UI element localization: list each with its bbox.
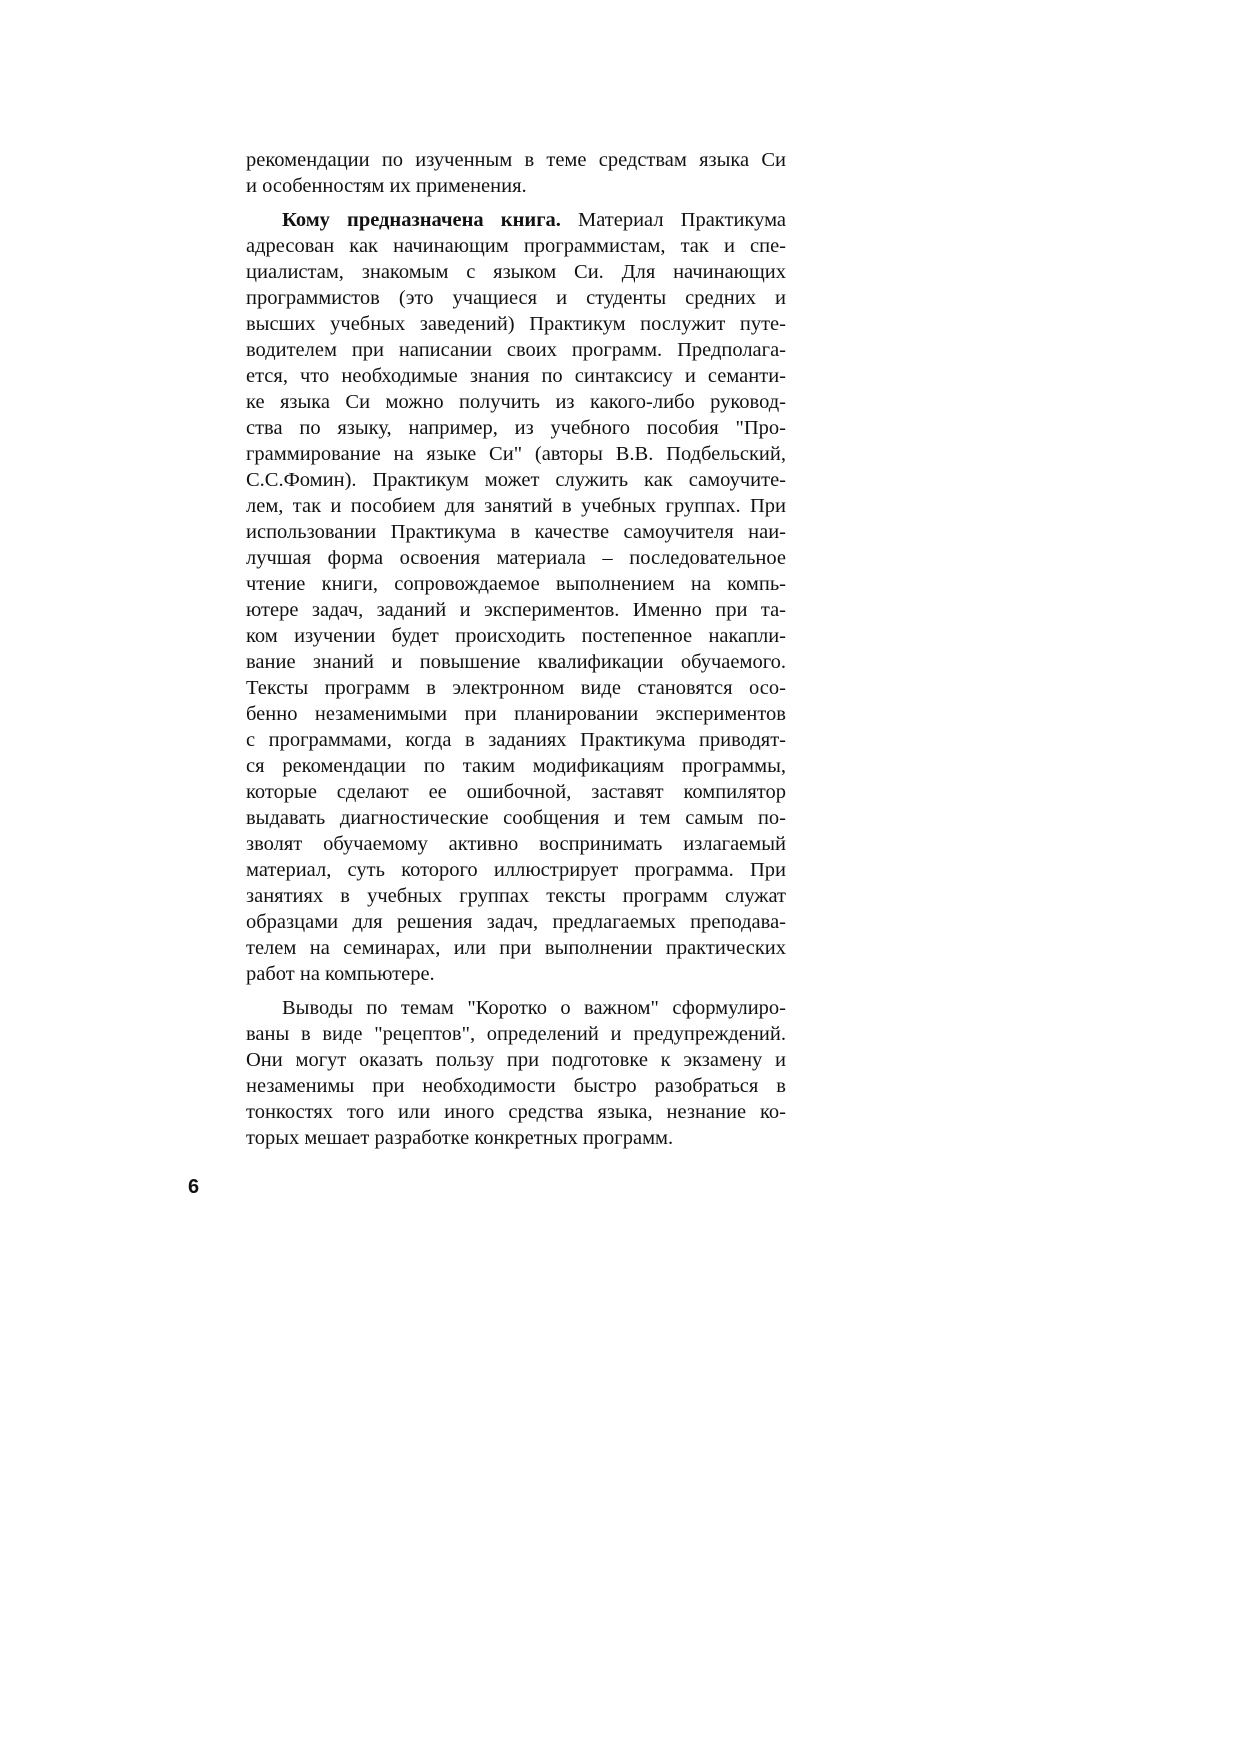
- paragraph-line: ке языка Си можно получить из какого-либо руковод-: [246, 391, 786, 413]
- paragraph-line: работ на компьютере.: [246, 963, 435, 985]
- paragraph-line: Они могут оказать пользу при подготовке к экзамену и: [246, 1049, 786, 1071]
- paragraph-line: незаменимы при необходимости быстро разобраться в: [246, 1075, 786, 1097]
- paragraph-line: рекомендации по изученным в теме средствам языка Си: [246, 149, 786, 171]
- paragraph-lead-heading: Кому предназначена книга.: [282, 209, 561, 231]
- paragraph-line: выдавать диагностические сообщения и тем самым по-: [246, 807, 786, 829]
- paragraph-line: которые сделают ее ошибочной, заставят компилятор: [246, 781, 786, 803]
- paragraph-line: телем на семинарах, или при выполнении практических: [246, 937, 786, 959]
- paragraph-first-line: Выводы по темам "Коротко о важном" сформулиро-: [282, 997, 786, 1019]
- paragraph-line: с программами, когда в заданиях Практикума приводят-: [246, 729, 786, 751]
- paragraph-line: использовании Практикума в качестве самоучителя наи-: [246, 521, 786, 543]
- paragraph-line: адресован как начинающим программистам, так и спе-: [246, 235, 786, 257]
- paragraph-line: граммирование на языке Си" (авторы В.В. Подбельский,: [246, 443, 786, 465]
- paragraph-line: ется, что необходимые знания по синтаксису и семанти-: [246, 365, 786, 387]
- paragraph-line: ютере задач, заданий и экспериментов. Именно при та-: [246, 599, 786, 621]
- paragraph-line: материал, суть которого иллюстрирует программа. При: [246, 859, 786, 881]
- paragraph-line: Тексты программ в электронном виде становятся осо-: [246, 677, 786, 699]
- paragraph-line: высших учебных заведений) Практикум послужит путе-: [246, 313, 786, 335]
- paragraph-first-line-text: Материал Практикума: [560, 209, 786, 231]
- paragraph-line: бенно незаменимыми при планировании экспериментов: [246, 703, 786, 725]
- paragraph-line: лем, так и пособием для занятий в учебных группах. При: [246, 495, 786, 517]
- paragraph-line: лучшая форма освоения материала – последовательное: [246, 547, 786, 569]
- paragraph-line: занятиях в учебных группах тексты программ служат: [246, 885, 786, 907]
- paragraph-line: образцами для решения задач, предлагаемых преподава-: [246, 911, 786, 933]
- paragraph-line: тонкостях того или иного средства языка, незнание ко-: [246, 1101, 786, 1123]
- paragraph-line: водителем при написании своих программ. Предполага-: [246, 339, 786, 361]
- paragraph-line: ваны в виде "рецептов", определений и предупреждений.: [246, 1023, 786, 1045]
- paragraph-line: и особенностям их применения.: [246, 175, 527, 197]
- body-text: [246, 147, 786, 1151]
- paragraph-line: циалистам, знакомым с языком Си. Для начинающих: [246, 261, 786, 283]
- paragraph-line: торых мешает разработке конкретных программ.: [246, 1127, 674, 1149]
- paragraph-line: вание знаний и повышение квалификации обучаемого.: [246, 651, 786, 673]
- paragraph-line: ства по языку, например, из учебного пособия "Про-: [246, 417, 786, 439]
- paragraph-line: программистов (это учащиеся и студенты средних и: [246, 287, 786, 309]
- paragraph-line: ком изучении будет происходить постепенное накапли-: [246, 625, 786, 647]
- paragraph-line: ся рекомендации по таким модификациям программы,: [246, 755, 786, 777]
- paragraph-first-line: [246, 207, 786, 233]
- paragraph-line: зволят обучаемому активно воспринимать излагаемый: [246, 833, 786, 855]
- page-number: 6: [188, 1176, 200, 1198]
- paragraph-line: чтение книги, сопровождаемое выполнением на компь-: [246, 573, 786, 595]
- paragraph-line: С.С.Фомин). Практикум может служить как самоучите-: [246, 469, 786, 491]
